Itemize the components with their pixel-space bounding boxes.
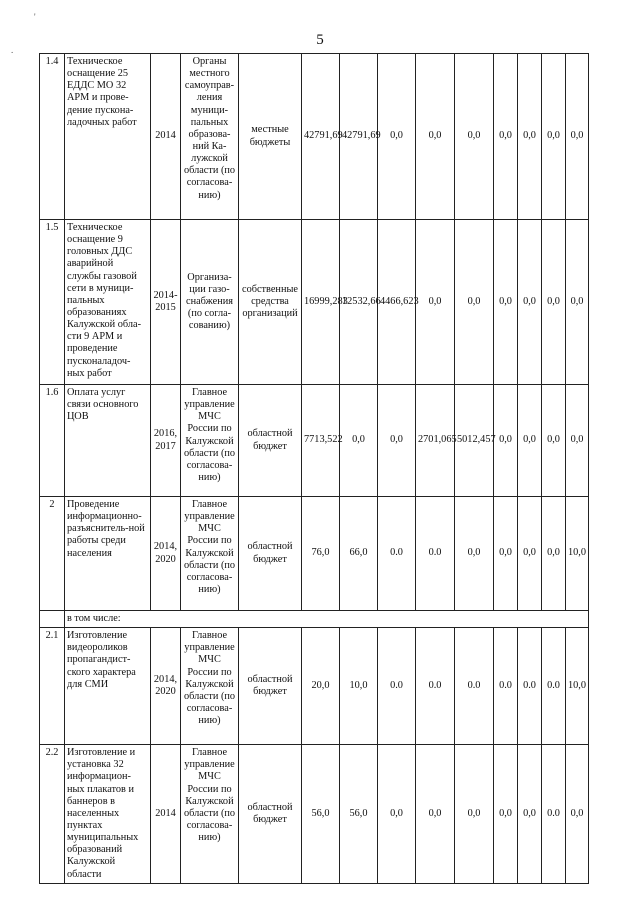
measure-name: Оплата услуг связи основного ЦОВ: [65, 385, 151, 497]
value-cell: 0,0: [455, 497, 494, 611]
value-cell: 0,0: [378, 54, 416, 220]
table-row: [40, 497, 589, 611]
value-cell: 5012,457: [455, 385, 494, 497]
value-cell: 12532,66: [340, 220, 378, 385]
executor-cell: Органы местного самоуправ-ления муници-пальных образова-ний Ка-лужской области (по согласова-нию): [181, 54, 239, 220]
years-cell: 2014, 2020: [151, 628, 181, 745]
section-row: [40, 611, 589, 628]
value-cell: 0,0: [340, 385, 378, 497]
funding-source-cell: областной бюджет: [239, 385, 302, 497]
value-cell: 0,0: [566, 385, 589, 497]
page-number: 5: [316, 32, 324, 48]
row-number: 1.4: [40, 54, 65, 220]
value-cell: 0,0: [518, 385, 542, 497]
value-cell: 0,0: [518, 497, 542, 611]
value-cell: 0,0: [518, 745, 542, 884]
value-cell: 0.0: [518, 628, 542, 745]
row-number: 2.2: [40, 745, 65, 884]
years-cell: 2016, 2017: [151, 385, 181, 497]
value-cell: 0,0: [494, 745, 518, 884]
executor-cell: Главное управление МЧС России по Калужской области (по согласова-нию): [181, 385, 239, 497]
value-cell: 10,0: [566, 497, 589, 611]
funding-source-cell: собственные средства организаций: [239, 220, 302, 385]
section-label: в том числе:: [65, 611, 589, 628]
table-row: [40, 628, 589, 745]
value-cell: 0,0: [494, 54, 518, 220]
years-cell: 2014, 2020: [151, 497, 181, 611]
value-cell: 0,0: [416, 220, 455, 385]
value-cell: 0,0: [416, 54, 455, 220]
value-cell: 7713,522: [302, 385, 340, 497]
table-row: [40, 745, 589, 884]
value-cell: 0,0: [566, 745, 589, 884]
value-cell: 0,0: [542, 385, 566, 497]
value-cell: 56,0: [340, 745, 378, 884]
value-cell: 0.0: [455, 628, 494, 745]
executor-cell: Главное управление МЧС России по Калужской области (по согласова-нию): [181, 497, 239, 611]
value-cell: 0,0: [494, 385, 518, 497]
scan-mark: .: [11, 45, 14, 55]
funding-source-cell: областной бюджет: [239, 497, 302, 611]
value-cell: 0,0: [378, 745, 416, 884]
measure-name: Проведение информационно-разъяснитель-ной работы среди населения: [65, 497, 151, 611]
value-cell: 0,0: [566, 220, 589, 385]
value-cell: 0,0: [416, 745, 455, 884]
value-cell: 0,0: [494, 220, 518, 385]
value-cell: 10,0: [340, 628, 378, 745]
value-cell: 20,0: [302, 628, 340, 745]
value-cell: 42791,69: [302, 54, 340, 220]
value-cell: 0.0: [378, 628, 416, 745]
row-number: 2: [40, 497, 65, 611]
value-cell: 0,0: [566, 54, 589, 220]
value-cell: 2701,065: [416, 385, 455, 497]
executor-cell: Организа-ции газо-снабжения (по согла-сованию): [181, 220, 239, 385]
value-cell: 10,0: [566, 628, 589, 745]
value-cell: 0,0: [455, 54, 494, 220]
value-cell: 0,0: [494, 497, 518, 611]
value-cell: 0,0: [455, 745, 494, 884]
program-table: [39, 53, 589, 884]
value-cell: 0,0: [518, 220, 542, 385]
value-cell: 0.0: [416, 497, 455, 611]
years-cell: 2014-2015: [151, 220, 181, 385]
executor-cell: Главное управление МЧС России по Калужской области (по согласова-нию): [181, 745, 239, 884]
value-cell: 0,0: [542, 220, 566, 385]
value-cell: 0.0: [542, 628, 566, 745]
years-cell: 2014: [151, 745, 181, 884]
measure-name: Изготовление видеороликов пропагандист-ского характера для СМИ: [65, 628, 151, 745]
years-cell: 2014: [151, 54, 181, 220]
value-cell: 0,0: [542, 54, 566, 220]
value-cell: 0.0: [378, 497, 416, 611]
value-cell: 66,0: [340, 497, 378, 611]
value-cell: 0.0: [494, 628, 518, 745]
value-cell: 42791,69: [340, 54, 378, 220]
value-cell: 0.0: [542, 745, 566, 884]
value-cell: 0,0: [542, 497, 566, 611]
value-cell: 0.0: [416, 628, 455, 745]
table-row: [40, 54, 589, 220]
value-cell: 4466,623: [378, 220, 416, 385]
value-cell: 56,0: [302, 745, 340, 884]
measure-name: Техническое оснащение 25 ЕДДС МО 32 АРМ и прове-дение пускона-ладочных работ: [65, 54, 151, 220]
measure-name: Техническое оснащение 9 головных ДДС аварийной службы газовой сети в муници-пальных образованиях Калужской обла-сти 9 АРМ и проведение пусконаладоч-ных работ: [65, 220, 151, 385]
value-cell: 76,0: [302, 497, 340, 611]
funding-source-cell: местные бюджеты: [239, 54, 302, 220]
value-cell: 0,0: [518, 54, 542, 220]
executor-cell: Главное управление МЧС России по Калужской области (по согласова-нию): [181, 628, 239, 745]
funding-source-cell: областной бюджет: [239, 745, 302, 884]
row-number: 1.5: [40, 220, 65, 385]
value-cell: 16999,283: [302, 220, 340, 385]
row-number: 1.6: [40, 385, 65, 497]
measure-name: Изготовление и установка 32 информацион-ных плакатов и баннеров в населенных пунктах муниципальных образований Калужской области: [65, 745, 151, 884]
row-number: 2.1: [40, 628, 65, 745]
table-row: [40, 220, 589, 385]
funding-source-cell: областной бюджет: [239, 628, 302, 745]
table-row: [40, 385, 589, 497]
scan-mark: ': [34, 12, 36, 22]
value-cell: 0,0: [455, 220, 494, 385]
value-cell: 0,0: [378, 385, 416, 497]
